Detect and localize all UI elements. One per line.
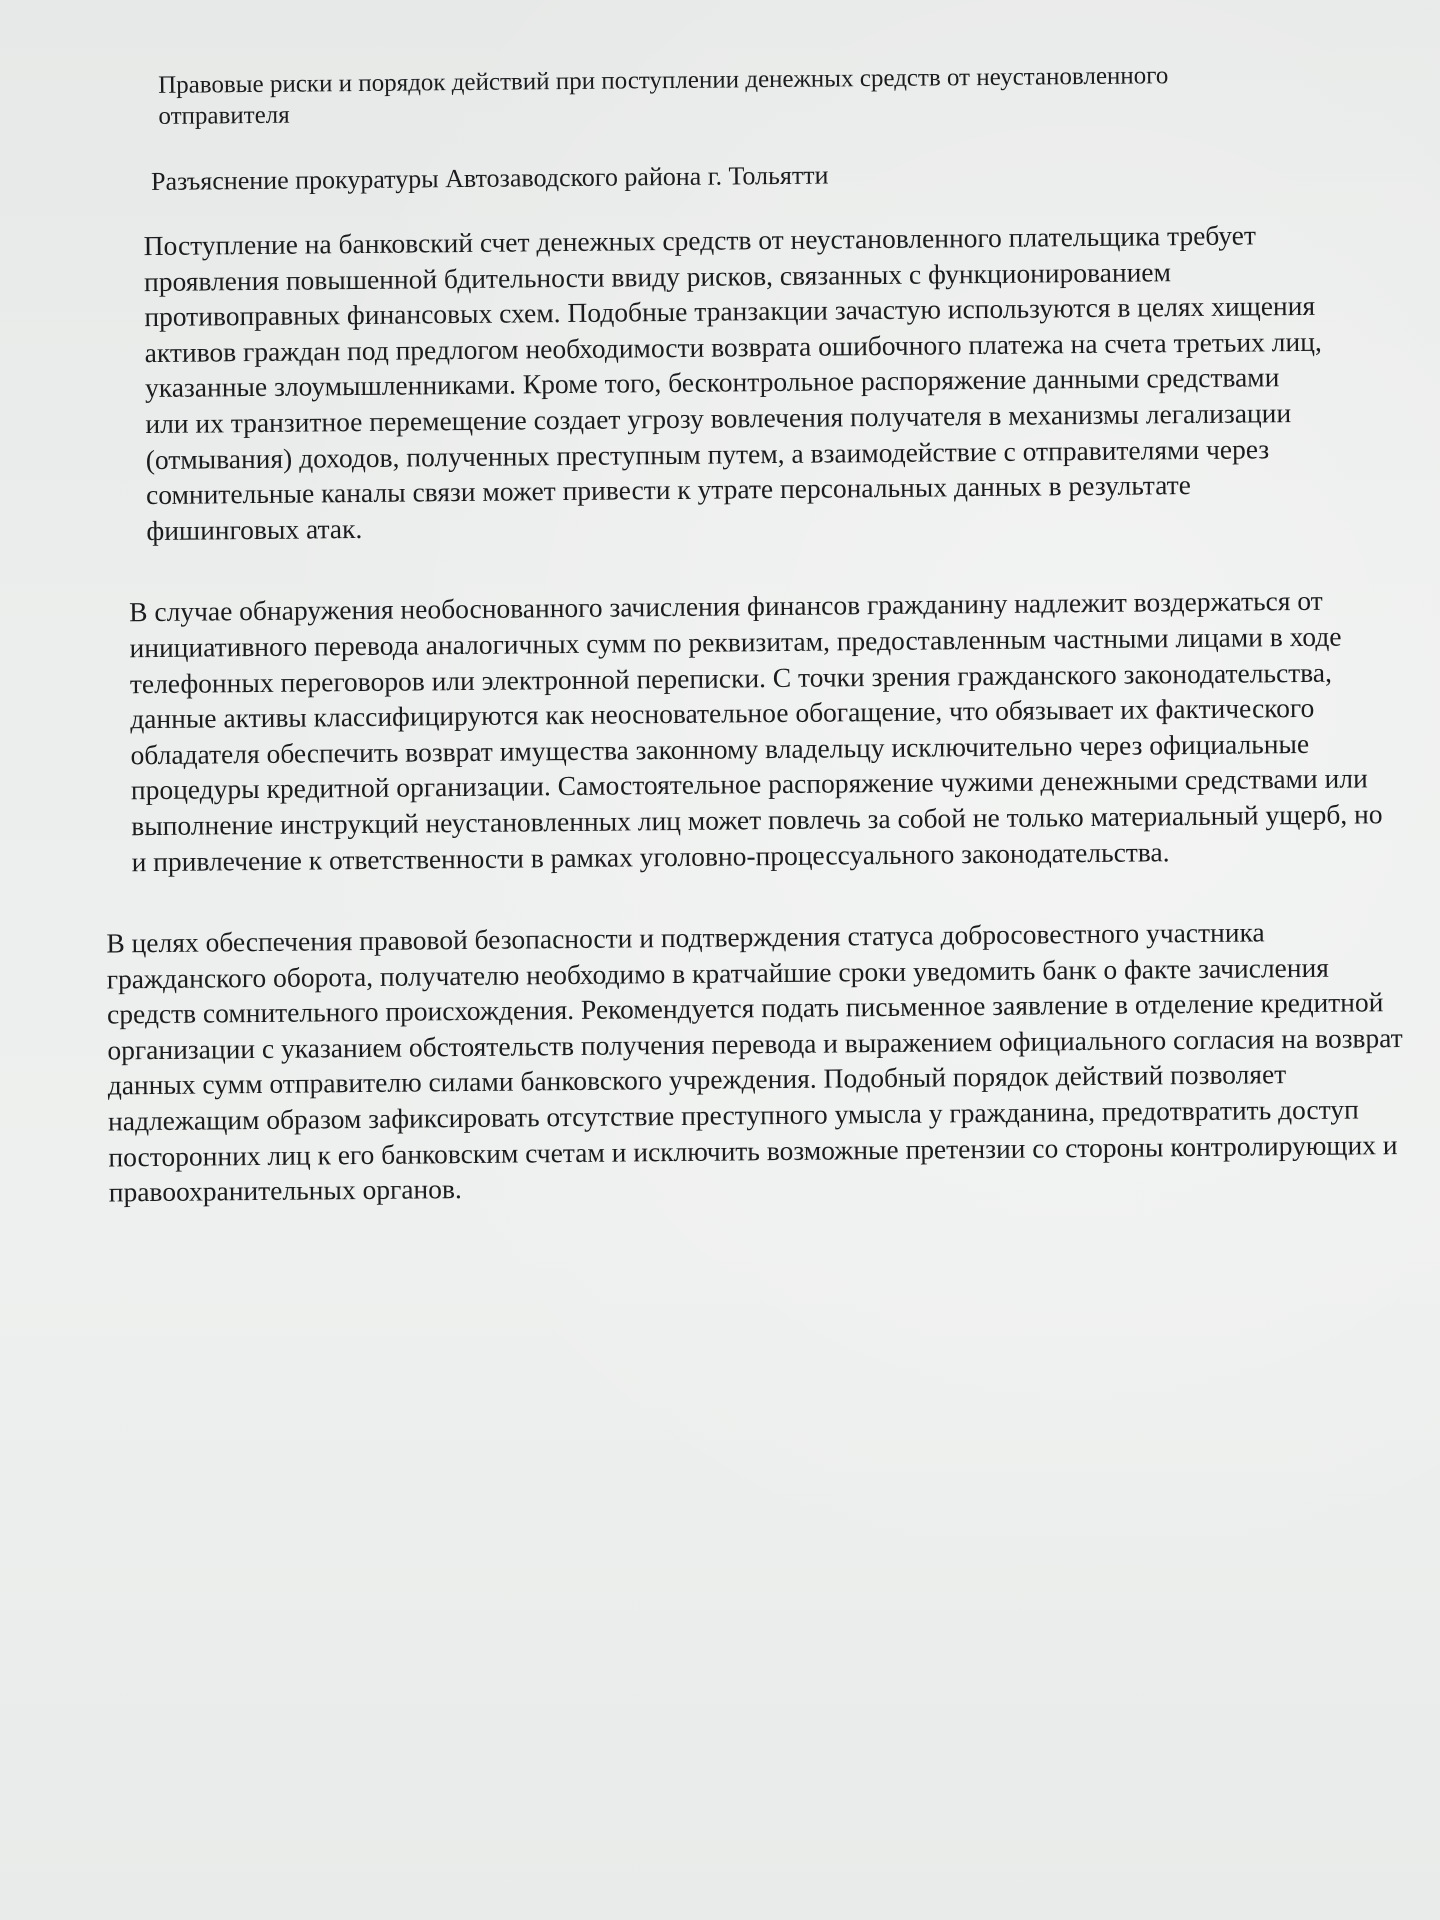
document-body: [106, 58, 1403, 1256]
paragraph-1: Поступление на банковский счет денежных средств от неустановленного плательщика требует проявления повышенной бдительности ввиду рисков, связанных с функционированием противоправных финансовых схем. Подобные транзакции зачастую используются в целях хищения активов граждан под предлогом необходимости возврата ошибочного платежа на счета третьих лиц, указанные злоумышленниками. Кроме того, бесконтрольное распоряжение данными средствами или их транзитное перемещение создает угрозу вовлечения получателя в механизмы легализации (отмывания) доходов, полученных преступным путем, а взаимодействие с отправителями через сомнительные каналы связи может привести к утрате персональных данных в результате фишинговых атак.: [143, 219, 1322, 546]
paragraph-2: В случае обнаружения необоснованного зачисления финансов гражданину надлежит воздержаться от инициативного перевода аналогичных сумм по реквизитам, предоставленным частными лицами в ходе телефонных переговоров или электронной переписки. С точки зрения гражданского законодательства, данные активы классифицируются как неосновательное обогащение, что обязывает их фактического обладателя обеспечить возврат имущества законному владельцу исключительно через официальные процедуры кредитной организации. Самостоятельное распоряжение чужими денежными средствами или выполнение инструкций неустановленных лиц может повлечь за собой не только материальный ущерб, но и привлечение к ответственности в рамках уголовно-процессуального законодательства.: [129, 585, 1383, 877]
document-title: Правовые риски и порядок действий при поступлении денежных средств от неустановленного отправителя: [158, 62, 1169, 130]
document-subtitle: Разъяснение прокуратуры Автозаводского района г. Тольятти: [150, 160, 829, 196]
paragraph-3: В целях обеспечения правовой безопасности и подтверждения статуса добросовестного участника гражданского оборота, получателю необходимо в кратчайшие сроки уведомить банк о факте зачисления средств сомнительного происхождения. Рекомендуется подать письменное заявление в отделение кредитной организации с указанием обстоятельств получения перевода и выражением официального согласия на возврат данных сумм отправителю силами банковского учреждения. Подобный порядок действий позволяет надлежащим образом зафиксировать отсутствие преступного умысла у гражданина, предотвратить доступ посторонних лиц к его банковским счетам и исключить возможные претензии со стороны контролирующих и правоохранительных органов.: [106, 916, 1403, 1208]
